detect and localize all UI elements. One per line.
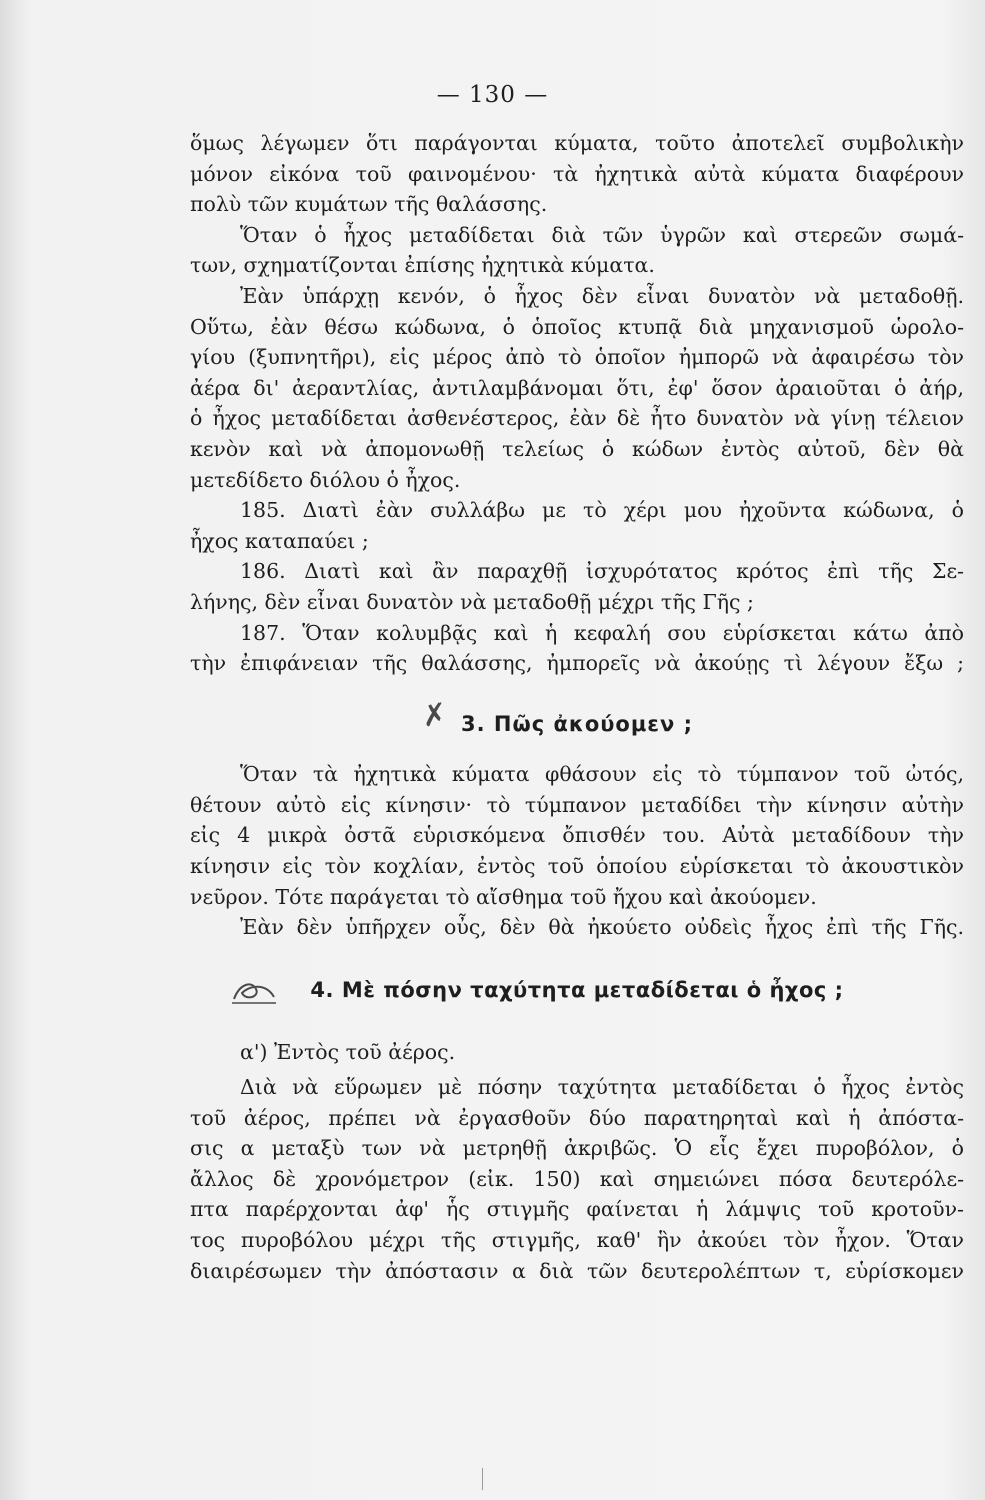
text-line: Οὕτω, ἐὰν θέσω κώδωνα, ὁ ὁποῖος κτυπᾷ διὰ μηχανισμοῦ ὡρολο- — [190, 314, 964, 339]
text-line: Ἐὰν δὲν ὑπῆρχεν οὖς, δὲν θὰ ἠκούετο οὐδεὶς ἦχος ἐπὶ τῆς Γῆς. — [240, 915, 964, 940]
section-hearing — [190, 759, 964, 943]
text-line: ἀέρα δι' ἀεραντλίας, ἀντιλαμβάνομαι ὅτι, ἐφ' ὅσον ἀραιοῦται ὁ ἀήρ, — [190, 375, 964, 400]
section-heading-3-text: 3. Πῶς ἀκούομεν ; — [460, 711, 694, 736]
page-body — [190, 128, 964, 1286]
paragraph — [190, 1072, 964, 1286]
paragraph — [190, 281, 964, 495]
text-line: 187. Ὅταν κολυμβᾷς καὶ ἡ κεφαλή σου εὑρίσκεται κάτω ἀπὸ — [240, 620, 964, 645]
text-line: Ἐὰν ὑπάρχῃ κενόν, ὁ ἦχος δὲν εἶναι δυνατὸν νὰ μεταδοθῇ. — [240, 283, 964, 308]
text-line: νεῦρον. Τότε παράγεται τὸ αἴσθημα τοῦ ἤχου καὶ ἀκούομεν. — [190, 884, 817, 909]
text-line: ὁ ἦχος μεταδίδεται ἀσθενέστερος, ἐὰν δὲ ἦτο δυνατὸν νὰ γίνῃ τέλειον — [190, 406, 964, 431]
paragraph — [190, 220, 964, 281]
text-line: ἄλλος δὲ χρονόμετρον (εἰκ. 150) καὶ σημειώνει πόσα δευτερόλε- — [190, 1166, 964, 1191]
text-line: σις α μεταξὺ των νὰ μετρηθῇ ἀκριβῶς. Ὁ εἷς ἔχει πυροβόλον, ὁ — [190, 1136, 964, 1161]
section-heading-4-text: 4. Μὲ πόσην ταχύτητα μεταδίδεται ὁ ἦχος ; — [310, 977, 844, 1002]
text-line: 185. Διατὶ ἐὰν συλλάβω με τὸ χέρι μου ἠχοῦντα κώδωνα, ὁ — [240, 498, 964, 523]
text-line: 186. Διατὶ καὶ ἂν παραχθῇ ἰσχυρότατος κρότος ἐπὶ τῆς Σε- — [240, 559, 964, 584]
text-line: κενὸν καὶ νὰ ἀπομονωθῇ τελείως ὁ κώδων ἐντὸς αὐτοῦ, δὲν θὰ — [190, 436, 964, 461]
question-187 — [190, 618, 964, 679]
text-line: τοῦ ἀέρος, πρέπει νὰ ἐργασθοῦν δύο παρατηρηταὶ καὶ ἡ ἀπόστα- — [190, 1105, 964, 1130]
pencil-scribble-icon — [230, 979, 278, 1005]
subsection-label — [190, 1037, 964, 1068]
paragraph — [190, 128, 964, 220]
page-fold-mark — [482, 1468, 483, 1490]
text-line: των, σχηματίζονται ἐπίσης ἠχητικὰ κύματα. — [190, 253, 655, 278]
text-line: γίου (ξυπνητῆρι), εἰς μέρος ἀπὸ τὸ ὁποῖον ἠμπορῶ νὰ ἀφαιρέσω τὸν — [190, 345, 964, 370]
text-line: λήνης, δὲν εἶναι δυνατὸν νὰ μεταδοθῇ μέχρι τῆς Γῆς ; — [190, 589, 754, 614]
text-line: κίνησιν εἰς τὸν κοχλίαν, ἐντὸς τοῦ ὁποίου εὑρίσκεται τὸ ἀκουστικὸν — [190, 854, 964, 879]
question-186 — [190, 556, 964, 617]
text-line: εἰς 4 μικρὰ ὀστᾶ εὑρισκόμενα ὄπισθέν του. Αὐτὰ μεταδίδουν τὴν — [190, 823, 964, 848]
text-line: τος πυροβόλου μέχρι τῆς στιγμῆς, καθ' ἣν ἀκούει τὸν ἦχον. Ὅταν — [190, 1228, 964, 1252]
section-heading-3 — [190, 696, 964, 740]
page-number: — 130 — — [436, 82, 549, 108]
text-line: α') Ἐντὸς τοῦ ἀέρος. — [240, 1040, 456, 1065]
paragraph — [190, 912, 964, 943]
text-line: τὴν ἐπιφάνειαν τῆς θαλάσσης, ἠμπορεῖς νὰ ἀκούῃς τὶ λέγουν ἔξω ; — [190, 651, 964, 676]
text-line: πολὺ τῶν κυμάτων τῆς θαλάσσης. — [190, 192, 548, 217]
text-line: Διὰ νὰ εὕρωμεν μὲ πόσην ταχύτητα μεταδίδεται ὁ ἦχος ἐντὸς — [240, 1075, 964, 1100]
text-line: μόνον εἰκόνα τοῦ φαινομένου· τὰ ἠχητικὰ αὐτὰ κύματα διαφέρουν — [190, 161, 964, 186]
section-speed — [190, 1037, 964, 1286]
text-line: μετεδίδετο διόλου ὁ ἦχος. — [190, 467, 461, 492]
text-line: διαιρέσωμεν τὴν ἀπόστασιν α διὰ τῶν δευτερολέπτων τ, εὑρίσκομεν — [190, 1258, 964, 1283]
text-line: ἦχος καταπαύει ; — [190, 528, 369, 553]
text-line: πτα παρέρχονται ἀφ' ἧς στιγμῆς φαίνεται ἡ λάμψις τοῦ κροτοῦν- — [190, 1197, 964, 1222]
text-line: Ὅταν ὁ ἦχος μεταδίδεται διὰ τῶν ὑγρῶν καὶ στερεῶν σωμά- — [240, 222, 964, 247]
pencil-x-mark-icon: ✗ — [419, 696, 451, 735]
text-line: Ὅταν τὰ ἠχητικὰ κύματα φθάσουν εἰς τὸ τύμπανον τοῦ ὠτός, — [240, 762, 964, 787]
section-heading-4 — [190, 975, 964, 1006]
paragraph — [190, 759, 964, 912]
text-line: θέτουν αὐτὸ εἰς κίνησιν· τὸ τύμπανον μεταδίδει τὴν κίνησιν αὐτὴν — [190, 792, 964, 817]
question-185 — [190, 495, 964, 556]
section-top — [190, 128, 964, 679]
text-line: ὅμως λέγωμεν ὅτι παράγονται κύματα, τοῦτο ἀποτελεῖ συμβολικὴν — [190, 131, 964, 155]
